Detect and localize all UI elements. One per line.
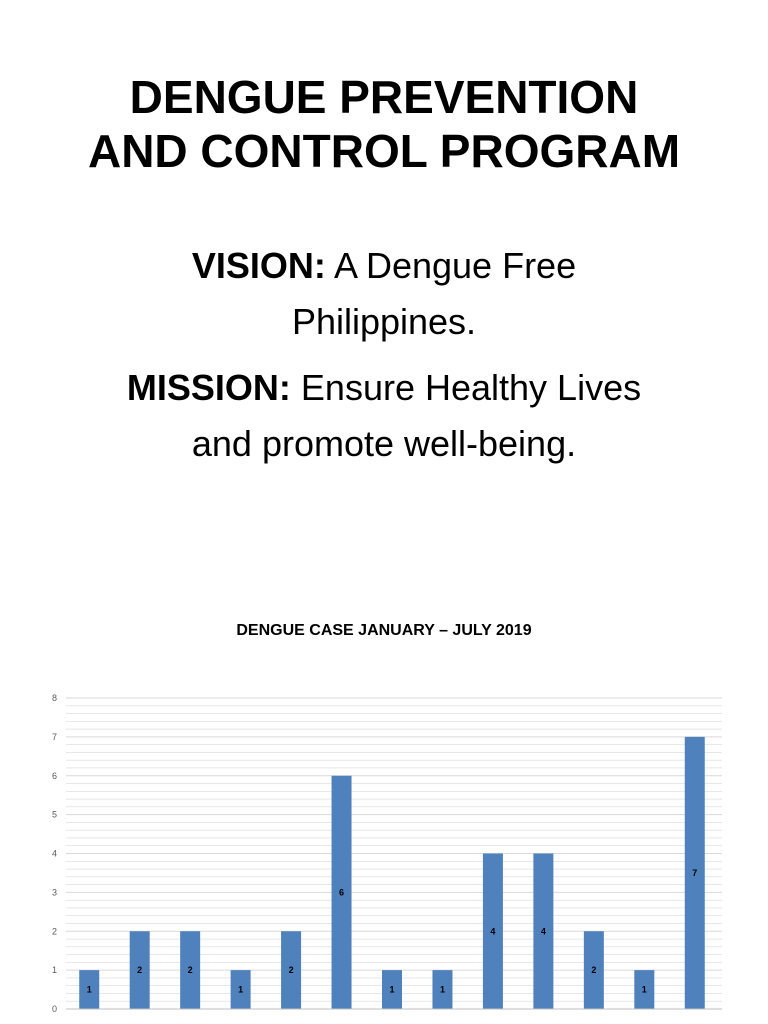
data-label: 1 [389,984,395,995]
data-label: 1 [641,984,647,995]
data-label: 4 [490,926,496,937]
data-label: 1 [439,984,445,995]
y-tick-label: 1 [51,965,57,976]
data-label: 1 [86,984,92,995]
y-tick-label: 5 [51,809,57,820]
vision-text-2: Philippines. [291,301,477,342]
title-line-2: AND CONTROL PROGRAM [87,125,681,177]
mission-text-1: Ensure Healthy Lives [300,367,642,408]
data-label: 2 [187,965,193,976]
data-label: 4 [540,926,546,937]
data-label: 6 [339,887,345,898]
data-label: 2 [288,965,294,976]
vision-label: VISION: [191,245,326,286]
title-line-1: DENGUE PREVENTION [129,71,639,123]
y-tick-label: 7 [51,731,57,742]
data-label: 2 [591,965,597,976]
mission-label: MISSION: [126,367,291,408]
y-tick-label: 6 [51,770,57,781]
y-tick-label: 2 [51,926,57,937]
mission-statement [40,360,728,472]
y-tick-label: 8 [51,693,57,703]
page-title [0,70,768,178]
vision-statement [40,238,728,350]
data-label: 2 [137,965,143,976]
mission-text-2: and promote well-being. [191,423,577,464]
data-label: 1 [238,984,244,995]
data-label: 7 [692,867,698,878]
y-tick-label: 4 [51,848,57,859]
y-tick-label: 3 [51,887,57,898]
chart-title: DENGUE CASE JANUARY – JULY 2019 [236,622,532,639]
y-tick-label: 0 [51,1004,57,1014]
vision-text-1: A Dengue Free [333,245,577,286]
bar-chart [0,680,768,1024]
